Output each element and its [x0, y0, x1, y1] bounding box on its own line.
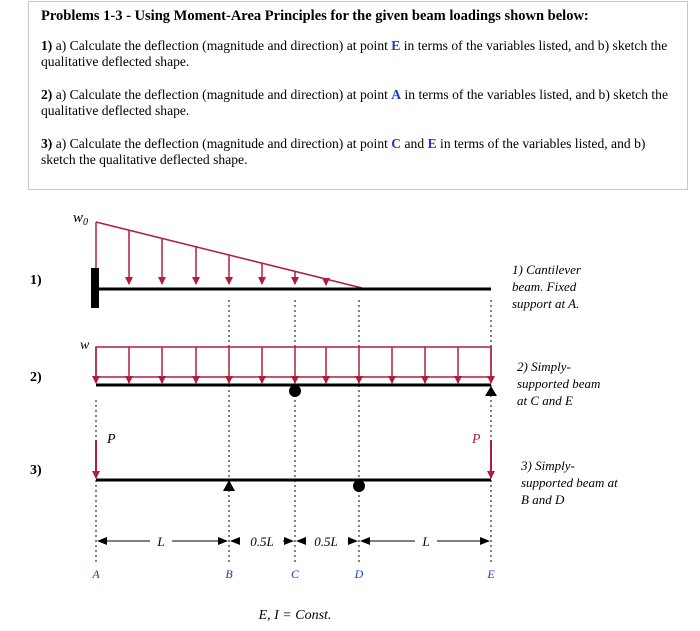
point-labels: [91, 567, 495, 581]
row-label-2: 2): [30, 370, 42, 385]
load-label-w0: $w_0$: [73, 210, 89, 228]
desc-2-line-2: supported beam: [517, 376, 601, 391]
dim-label-de: L: [422, 534, 430, 549]
pin-support-b: [223, 480, 235, 491]
dim-label-cd: 0.5L: [314, 534, 338, 549]
desc-3-line-2: supported beam at: [521, 475, 618, 490]
pin-support-e: [485, 386, 497, 396]
point-label-a: A: [92, 567, 100, 581]
problem-3-text: 3) a) Calculate the deflection (magnitude and direction) at point C and E in terms of the variables listed, and b) sketch the qualitative deflected shape.: [41, 136, 646, 167]
dim-label-bc: 0.5L: [250, 534, 274, 549]
desc-1-line-1: 1) Cantilever: [512, 262, 581, 277]
point-loads: [96, 440, 491, 478]
roller-support-d: [353, 480, 365, 492]
desc-1-line-3: support at A.: [512, 296, 580, 311]
load-label-w: w: [80, 338, 90, 353]
beam-descriptions: [512, 262, 618, 507]
point-label-d: D: [354, 567, 364, 581]
load-label-p-left: P: [107, 432, 116, 447]
problem-2-text: 2) a) Calculate the deflection (magnitude and direction) at point A in terms of the variables listed, and b) sketch the qualitative deflected shape.: [41, 87, 669, 118]
desc-3-line-1: 3) Simply-: [521, 458, 575, 473]
point-label-b: B: [225, 567, 233, 581]
reference-lines: [96, 300, 491, 563]
row-label-3: 3): [30, 463, 42, 478]
desc-2-line-1: 2) Simply-: [517, 359, 571, 374]
desc-2-line-3: at C and E: [517, 393, 573, 408]
row-label-1: 1): [30, 273, 42, 288]
desc-1-line-2: beam. Fixed: [512, 279, 577, 294]
problem-1-text: 1) a) Calculate the deflection (magnitude and direction) at point E in terms of the variables listed, and b) sketch the qualitative deflected shape.: [41, 38, 668, 69]
point-label-c: C: [290, 567, 300, 581]
problem-heading: Problems 1-3 - Using Moment-Area Principles for the given beam loadings shown below:: [41, 8, 589, 24]
roller-support-c: [289, 385, 301, 397]
footer-ei-const: E, I = Const.: [258, 608, 332, 623]
desc-3-line-3: B and D: [521, 492, 565, 507]
load-label-p-right: P: [472, 432, 481, 447]
point-label-e: E: [487, 567, 495, 581]
dim-label-ab: L: [157, 534, 165, 549]
uniform-load-box: [96, 347, 491, 377]
